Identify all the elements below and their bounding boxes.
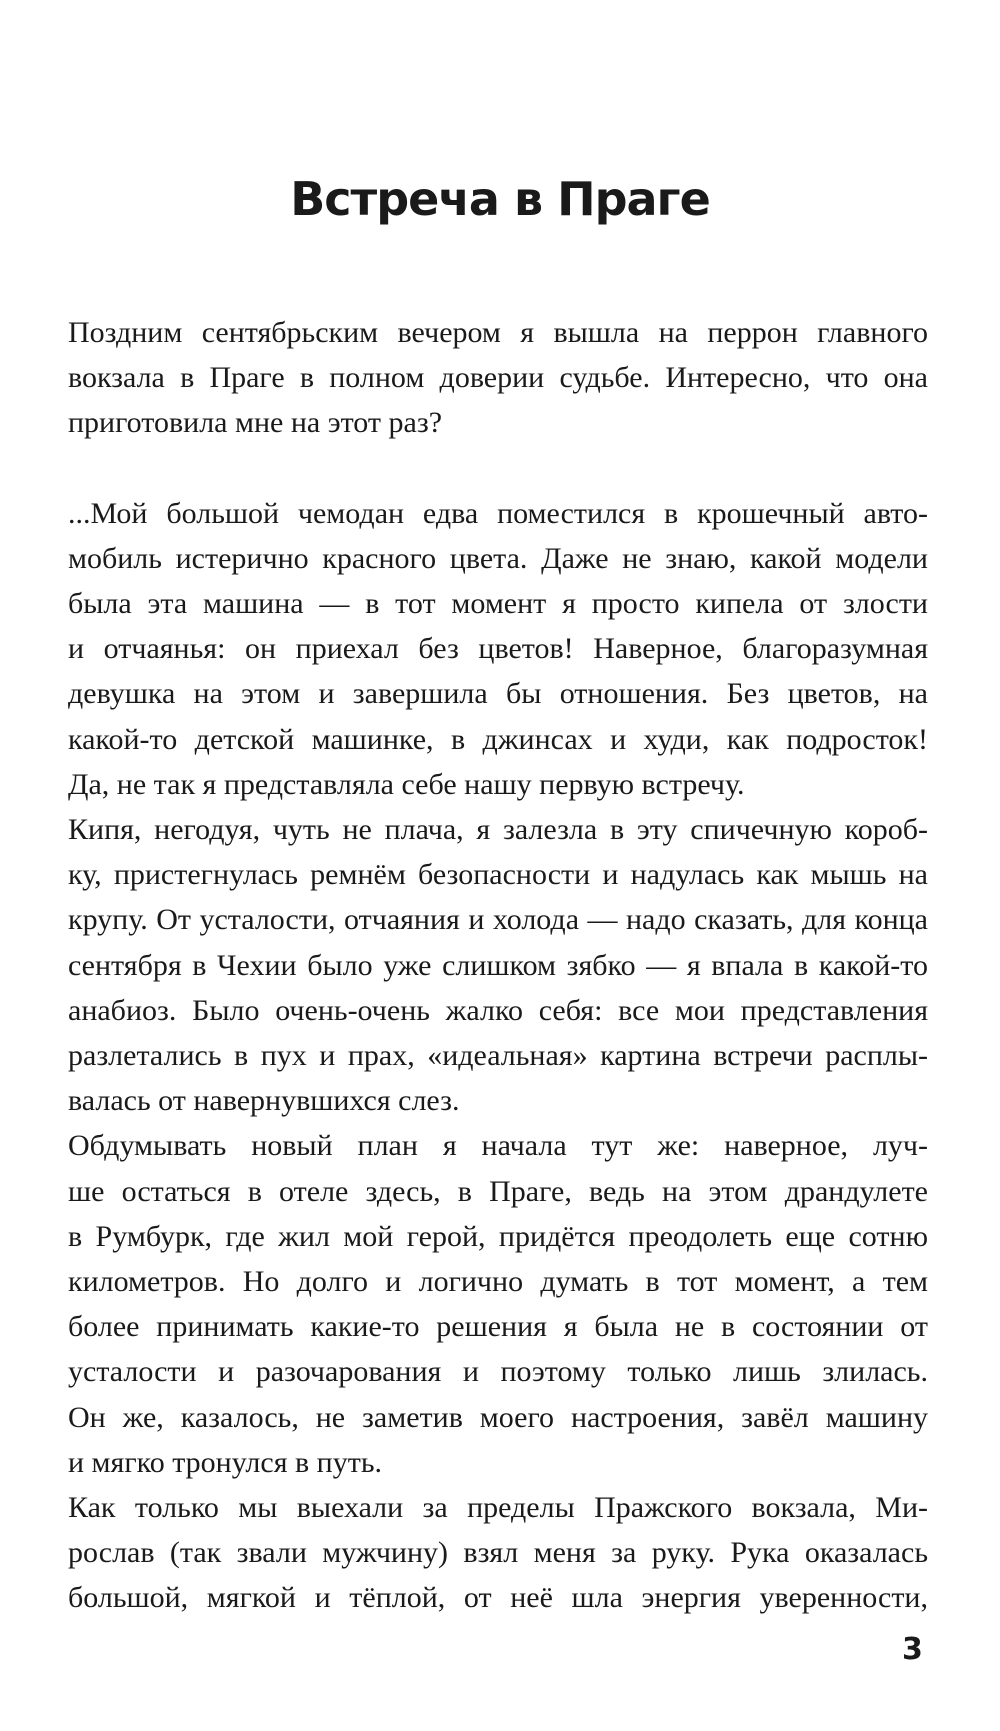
page-number: 3 xyxy=(902,1632,923,1667)
text-line: Обдумывать новый план я начала тут же: наверное, луч- xyxy=(68,1129,928,1163)
text-line: Да, не так я представляла себе нашу первую встречу. xyxy=(68,767,745,801)
text-line: Поздним сентябрьским вечером я вышла на перрон главного xyxy=(68,316,928,349)
paragraph xyxy=(68,310,928,446)
text-line: Как только мы выехали за пределы Пражского вокзала, Ми- xyxy=(68,1491,928,1525)
text-line: анабиоз. Было очень-очень жалко себя: все мои представления xyxy=(68,993,928,1027)
text-line: сентября в Чехии было уже слишком зябко — я впала в какой-то xyxy=(68,948,928,982)
text-line: девушка на этом и завершила бы отношения. Без цветов, на xyxy=(68,677,928,711)
paragraph xyxy=(68,807,928,1123)
chapter-title: Встреча в Праге xyxy=(290,172,710,226)
text-line: и мягко тронулся в путь. xyxy=(68,1445,383,1479)
text-line: разлетались в пух и прах, «идеальная» картина встречи расплы- xyxy=(68,1039,928,1073)
text-line: ше остаться в отеле здесь, в Праге, ведь на этом драндулете xyxy=(68,1174,928,1208)
text-line: более принимать какие-то решения я была не в состоянии от xyxy=(68,1310,928,1344)
text-line: вокзала в Праге в полном доверии судьбе. Интересно, что она xyxy=(68,361,928,395)
text-line: мобиль истерично красного цвета. Даже не знаю, какой модели xyxy=(68,541,928,575)
text-line: в Румбурк, где жил мой герой, придётся преодолеть еще сотню xyxy=(68,1219,928,1253)
text-line: километров. Но долго и логично думать в тот момент, а тем xyxy=(68,1265,928,1299)
text-line: приготовила мне на этот раз? xyxy=(68,406,443,440)
text-line: крупу. От усталости, отчаяния и холода — надо сказать, для конца xyxy=(68,903,928,937)
text-line: и отчаянья: он приехал без цветов! Наверное, благоразумная xyxy=(68,632,928,666)
paragraph xyxy=(68,1485,928,1621)
text-line: усталости и разочарования и поэтому только лишь злилась. xyxy=(68,1355,928,1389)
paragraph-gap xyxy=(68,446,928,491)
text-line: ку, пристегнулась ремнём безопасности и надулась как мышь на xyxy=(68,858,928,892)
text-line: Кипя, негодуя, чуть не плача, я залезла в эту спичечную короб- xyxy=(68,813,928,847)
paragraph xyxy=(68,491,928,807)
text-line: Он же, казалось, не заметив моего настроения, завёл машину xyxy=(68,1400,928,1434)
text-line: ...Мой большой чемодан едва поместился в крошечный авто- xyxy=(68,496,928,530)
text-line: была эта машина — в тот момент я просто кипела от злости xyxy=(68,587,928,621)
text-line: валась от навернувшихся слез. xyxy=(68,1084,460,1118)
paragraph xyxy=(68,1123,928,1485)
text-line: рослав (так звали мужчину) взял меня за руку. Рука оказалась xyxy=(68,1536,928,1570)
text-line: большой, мягкой и тёплой, от неё шла энергия уверенности, xyxy=(68,1581,928,1615)
chapter-body xyxy=(68,310,928,1621)
text-line: какой-то детской машинке, в джинсах и худи, как подросток! xyxy=(68,722,928,756)
